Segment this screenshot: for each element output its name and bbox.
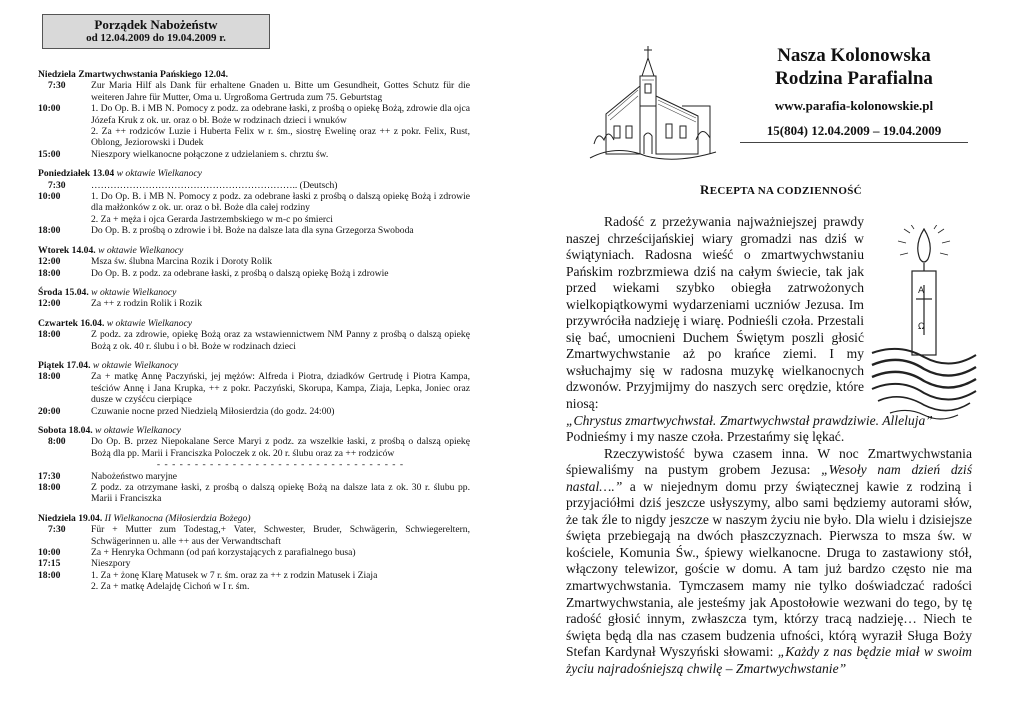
- mass-intention: ……………………………………………………….. (Deutsch): [91, 179, 338, 191]
- masthead-title-1: Nasza Kolonowska: [777, 45, 931, 66]
- day-heading: [38, 318, 470, 329]
- article-quote-1: „Chrystus zmartwychwstał. Zmartwychwstał prawdziwie. Alleluja”: [566, 412, 933, 428]
- article-quote-2: „Wesoły nam dzień dziś nastal….”: [566, 462, 972, 494]
- mass-time: 18:00: [38, 371, 61, 383]
- mass-time: 10:00: [38, 191, 61, 203]
- mass-entry: [38, 214, 470, 225]
- mass-intention: Nieszpory: [91, 558, 131, 570]
- schedule-title: Porządek Nabożeństw: [94, 17, 218, 32]
- masthead: [740, 44, 968, 143]
- schedule-day: [38, 69, 470, 160]
- mass-time: 8:00: [48, 436, 66, 448]
- mass-time: 18:00: [38, 267, 61, 279]
- article-heading-rest: ECEPTA NA CODZIENNOŚĆ: [709, 185, 862, 197]
- mass-entry: [38, 80, 470, 103]
- mass-entry: [38, 482, 470, 505]
- article-body: [566, 214, 972, 677]
- mass-time: 10:00: [38, 103, 61, 115]
- mass-time: 7:30: [48, 80, 66, 92]
- mass-intention: 2. Za + męża i ojca Gerarda Jastrzembskiego w m-c po śmierci: [91, 213, 333, 225]
- mass-intention: 1. Do Op. B. i MB N. Pomocy z podz. za odebrane łaski z prośbą o dalszą opiekę Bożą i zdrowie dla małżonków z ok. ur. oraz o bł. Boże dla całej rodziny: [91, 191, 470, 214]
- schedule-day: [38, 513, 470, 593]
- mass-entry: [38, 225, 470, 236]
- mass-time: 17:15: [38, 558, 61, 570]
- mass-intention: Do Op. B. przez Niepokalane Serce Maryi z podz. za wszelkie łaski, z prośbą o dalszą opiekę Bożą dla pp. Marii i Franciszka Poloczek z ok. 20 r. ślubu oraz za ++ rodziców: [91, 436, 470, 459]
- article-paragraph-2: [566, 446, 972, 678]
- mass-intention: Z podz. za zdrowie, opiekę Bożą oraz za wstawiennictwem NM Panny z prośbą o dalszą opiekę Bożą z ok. 40 r. ślubu i o bł. Boże w rodzinach dzieci: [91, 329, 470, 352]
- mass-time: [38, 126, 91, 149]
- mass-entry: [38, 149, 470, 160]
- issue-number: 15(804) 12.04.2009 – 19.04.2009: [740, 123, 968, 143]
- mass-intention: Do Op. B. z prośbą o zdrowie i bł. Boże na dalsze lata dla syna Grzegorza Swoboda: [91, 225, 414, 237]
- day-heading-octave: w oktawie Wielkanocy: [98, 244, 184, 256]
- mass-intention: Czuwanie nocne przed Niedzielą Miłosierdzia (do godz. 24:00): [91, 405, 335, 417]
- mass-entry: [38, 298, 470, 309]
- mass-entry: [38, 524, 470, 547]
- mass-entry: [38, 581, 470, 592]
- candle-omega: Ω: [918, 322, 925, 332]
- mass-entry: [38, 329, 470, 352]
- day-heading-date: Wtorek 14.04.: [38, 244, 96, 256]
- mass-intention: 2. Za ++ rodziców Luzie i Huberta Felix w r. śm., siostrę Ewelinę oraz ++ z pokr. Felix, Rust, Oblong, Jeziorowski i Dudek: [91, 126, 470, 149]
- article-quote-3: „Każdy z nas będzie miał w swoim życiu najradośniejszą chwilę – Zmartwychwstanie”: [566, 644, 972, 676]
- church-illustration: [586, 44, 720, 162]
- day-heading-octave: w oktawie Wielkanocy: [91, 286, 177, 298]
- mass-time: 18:00: [38, 225, 61, 237]
- candle-alpha: A: [918, 286, 925, 296]
- day-heading: [38, 287, 470, 298]
- day-heading-octave: w oktawie Wlelkanocy: [95, 424, 181, 436]
- mass-time: 12:00: [38, 256, 61, 268]
- mass-entry: [38, 371, 470, 405]
- schedule-day: [38, 318, 470, 352]
- mass-time: 18:00: [38, 329, 61, 341]
- day-heading-date: Piątek 17.04.: [38, 359, 91, 371]
- mass-schedule: [38, 14, 470, 593]
- mass-intention: Za ++ z rodzin Rolik i Rozik: [91, 298, 203, 310]
- day-heading-date: Środa 15.04.: [38, 286, 89, 298]
- mass-time: 20:00: [38, 405, 61, 417]
- article-p1-text: Radość z przeżywania najważniejszej prawdy naszej chrześcijańskiej wiary gromadzi nas dziś w świątyniach. Radosna wieść o zmartwychwstaniu Pańskim rozbrzmiewa dziś na całym świecie, tak jak przed wiekami szybko obiegła zatrwożonych wielkopiątkowymi wydarzeniami uczniów Jezusa. Im przywróciła nadzieję i wiarę. Podnieśli czoła. Przestali się bać, umocnieni Duchem Świętym poszli głosić Zmartwychwstanie aż po krańce ziemi. I my wsłuchajmy się w radosna muzykę wielkanocnych dzwonów. Przyjmijmy do naszych serc orędzie, które niosą:: [566, 214, 864, 412]
- day-heading-date: Poniedziałek 13.04: [38, 168, 115, 180]
- mass-entry: [38, 471, 470, 482]
- mass-time: 7:30: [48, 179, 66, 191]
- mass-entry: [38, 406, 470, 417]
- separator-dashes: - - - - - - - - - - - - - - - - - - - - - - - - - - - - - - - - -: [156, 459, 405, 471]
- masthead-title-2: Rodzina Parafialna: [775, 68, 933, 89]
- day-heading-date: Niedziela 19.04.: [38, 512, 103, 524]
- mass-time: [38, 214, 91, 225]
- mass-intention: Für + Mutter zum Todestag,+ Vater, Schwester, Bruder, Schwägerin, Schwiegereltern, Schwägerinnen u. alle ++ aus der Verwandtschaft: [91, 524, 470, 547]
- mass-time: 12:00: [38, 298, 61, 310]
- schedule-title-box: [42, 14, 270, 49]
- day-heading-octave: w oktawie Wielkanocy: [106, 317, 193, 329]
- mass-entry: [38, 180, 470, 191]
- article-heading: [700, 182, 862, 198]
- schedule-day: [38, 287, 470, 310]
- article-p1-end: Podnieśmy i my nasze czoła. Przestańmy się lękać.: [566, 429, 845, 445]
- day-heading-octave: w oktawie Wielkanocy: [116, 168, 202, 180]
- mass-time: 15:00: [38, 148, 61, 160]
- mass-intention: Z podz. za otrzymane łaski, z prośbą o dalszą opiekę Bożą na dalsze lata z ok. 30 r. ślubu pp. Marii i Franciszka: [91, 482, 470, 505]
- schedule-days: [38, 69, 470, 593]
- day-heading: [38, 168, 470, 179]
- day-heading: [38, 513, 470, 524]
- mass-intention: 1. Za + żonę Klarę Matusek w 7 r. śm. oraz za ++ z rodzin Matusek i Ziaja: [91, 569, 378, 581]
- day-heading: [38, 245, 470, 256]
- mass-intention: 2. Za + matkę Adelajdę Cichoń w I r. śm.: [91, 581, 250, 593]
- day-heading-date: Niedziela Zmartwychwstania Pańskiego 12.04.: [38, 69, 229, 80]
- day-heading: [38, 425, 470, 436]
- mass-time: [38, 581, 91, 592]
- mass-time: 18:00: [38, 482, 61, 493]
- mass-entry: [38, 547, 470, 558]
- mass-entry: [38, 126, 470, 149]
- mass-intention: 1. Do Op. B. i MB N. Pomocy z podz. za odebrane łaski, z prośbą o opiekę Bożą, zdrowie dla ojca Józefa Kruk z ok. ur. oraz o bł. Boże w rodzinach dzieci i wnuków: [91, 103, 470, 126]
- schedule-day: [38, 360, 470, 417]
- mass-entry: [38, 436, 470, 459]
- schedule-day: [38, 245, 470, 279]
- day-heading-date: Czwartek 16.04.: [38, 317, 105, 329]
- mass-intention: Nabożeństwo maryjne: [91, 470, 178, 482]
- mass-entry: [38, 570, 470, 581]
- schedule-day: [38, 168, 470, 236]
- mass-intention: Nieszpory wielkanocne połączone z udzielaniem s. chrztu św.: [91, 148, 329, 160]
- article-paragraph-1: [566, 214, 864, 413]
- mass-time: 18:00: [38, 569, 61, 581]
- mass-time: 17:30: [38, 470, 61, 482]
- mass-intention: Msza św. ślubna Marcina Rozik i Doroty Rolik: [91, 256, 273, 268]
- article-p2-middle: a w niejednym domu przy świątecznej kawie z rodziną i przyjaciółmi dziś jeszcze usłyszymy, albo sami będziemy autorami słów, że tak źle to nigdy jeszcze w naszym życiu nie było. Dla wielu i dzisiejsze święta przebiegają na dwóch płaszczyznach. Pierwsza to msza św. w kościele, Komunia Św., śpiewy wielkanocne. Druga to zastawiony stół, włączony telewizor, goście w domu. A tam już bardzo często nie ma zmartwychwstania. Tymczasem mamy nie tylko doświadczać radości Zmartwychwstania, ale jesteśmy jak Apostołowie wezwani do tego, by tę radość głosić innym, zwłaszcza tym, którzy tracą nadzieję… Niech te święta będą dla nas czasem budzenia ufności, którą wyraził Sługa Boży Stefan Kardynał Wyszyński słowami:: [566, 478, 972, 660]
- schedule-day: [38, 425, 470, 505]
- schedule-dates: od 12.04.2009 do 19.04.2009 r.: [86, 32, 226, 44]
- mass-entry: [38, 103, 470, 126]
- article-heading-initial: R: [700, 182, 710, 197]
- mass-entry: [38, 558, 470, 569]
- mass-intention: Za + Henryka Ochmann (od pań korzystających z parafialnego busa): [91, 547, 356, 559]
- article-p2-start: Rzeczywistość bywa czasem inna. W noc Zmartwychwstania śpiewaliśmy na pustym grobem Jezusa:: [566, 445, 972, 478]
- mass-time: 7:30: [48, 524, 66, 536]
- day-heading-date: Sobota 18.04.: [38, 424, 93, 436]
- mass-intention: Do Op. B. z podz. za odebrane łaski, z prośbą o dalszą opiekę Bożą i zdrowie: [91, 267, 389, 279]
- mass-time: 10:00: [38, 547, 61, 559]
- mass-intention: Zur Maria Hilf als Dank für erhaltene Gnaden u. Bitte um Gesundheit, Gottes Schutz für die weiteren Jahre für Mutter, Oma u. Urgroßoma Gertruda zum 75. Geburtstag: [91, 80, 470, 103]
- mass-entry: [38, 268, 470, 279]
- day-heading: [38, 69, 470, 80]
- day-heading-octave: II Wielkanocna (Miłosierdzia Bożego): [104, 512, 251, 524]
- mass-entry: [38, 256, 470, 267]
- mass-entry: [38, 191, 470, 214]
- day-heading-octave: w oktawie Wielkanocy: [92, 359, 179, 371]
- day-heading: [38, 360, 470, 371]
- parish-url[interactable]: www.parafia-kolonowskie.pl: [774, 98, 934, 113]
- mass-intention: Za + matkę Annę Paczyński, jej mężów: Alfreda i Piotra, dziadków Gertrudę i Piotra Kampa, teściów Annę i Jana Krupka, ++ z pokr. Paczyński, Skorupa, Kampa, Ziaja, Lepka, Joniec oraz dusze w czyśćcu cierpiące: [91, 371, 470, 406]
